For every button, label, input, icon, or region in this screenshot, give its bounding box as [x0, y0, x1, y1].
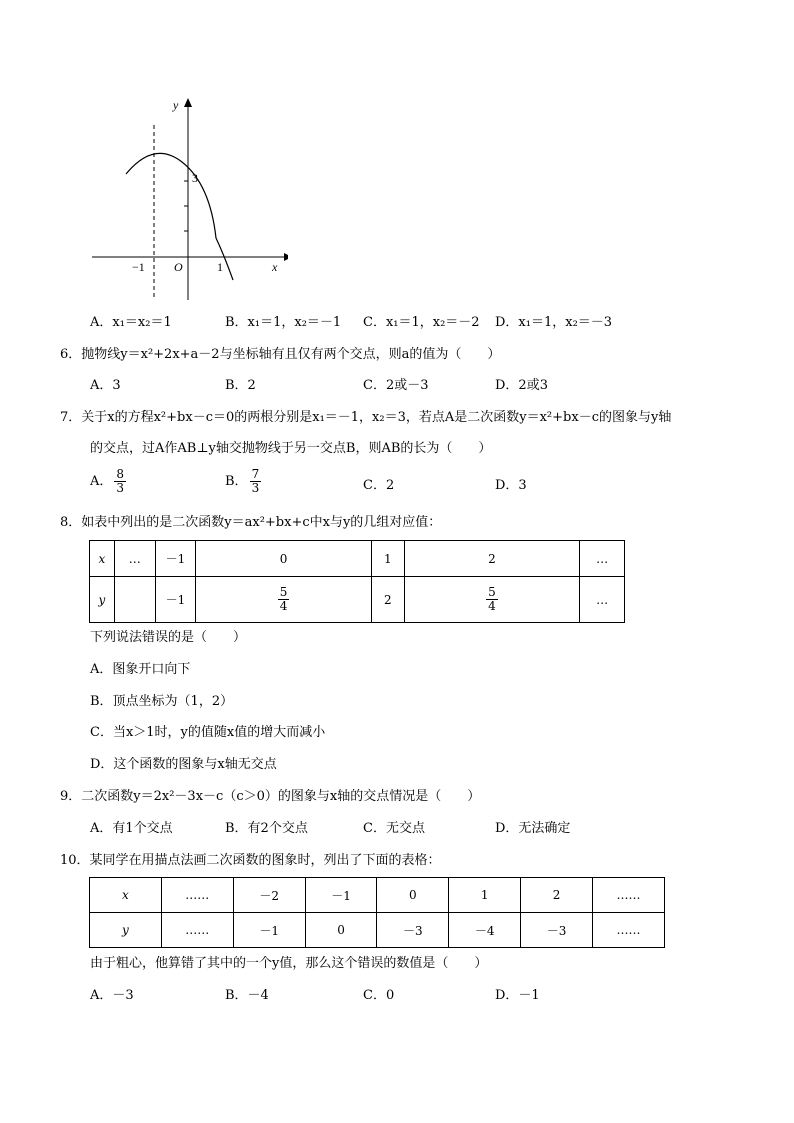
- q8-question: 下列说法错误的是（ ）: [90, 630, 247, 645]
- q7-option-d[interactable]: D．3: [495, 478, 527, 493]
- q8-table-row-x: [90, 541, 625, 577]
- q7-option-c[interactable]: C．2: [363, 478, 395, 493]
- q10-cell: 2: [521, 878, 593, 913]
- q8-option-b[interactable]: B．顶点坐标为（1，2）: [90, 694, 234, 709]
- parabola-graph: [88, 95, 288, 305]
- q10-cell: －1: [233, 913, 305, 948]
- q6-option-b[interactable]: B．2: [225, 378, 256, 393]
- q8-cell: 2: [404, 541, 580, 577]
- q8-cell: 1: [371, 541, 404, 577]
- q8-option-a[interactable]: A．图象开口向下: [90, 662, 191, 677]
- q8-cell: －1: [155, 577, 196, 623]
- q10-cell: －3: [377, 913, 449, 948]
- q6-option-c[interactable]: C．2或－3: [363, 378, 429, 393]
- q5-option-a[interactable]: A．x₁＝x₂＝1: [90, 315, 172, 330]
- q8-table-row-y: [90, 577, 625, 623]
- q10-option-d[interactable]: D．－1: [495, 988, 540, 1003]
- q10-cell: 0: [377, 878, 449, 913]
- q8-cell: …: [114, 541, 155, 577]
- q8-option-d[interactable]: D．这个函数的图象与x轴无交点: [90, 757, 277, 772]
- q10-cell: x: [90, 878, 162, 913]
- q10-cell: －4: [449, 913, 521, 948]
- q9-option-a[interactable]: A．有1个交点: [90, 821, 173, 836]
- q5-option-c[interactable]: C．x₁＝1，x₂＝－2: [363, 315, 480, 330]
- q10-table: [89, 877, 665, 948]
- q10-cell: －2: [233, 878, 305, 913]
- q8-cell: x: [90, 541, 115, 577]
- q8-cell: 2: [371, 577, 404, 623]
- q7-option-a[interactable]: A． $\frac{8}{3}$: [90, 467, 125, 495]
- q8-cell: …: [580, 577, 625, 623]
- q8-cell: [114, 577, 155, 623]
- q10-cell: －3: [521, 913, 593, 948]
- q8-table: [89, 540, 625, 623]
- q8-cell: …: [580, 541, 625, 577]
- q10-cell: ……: [592, 878, 664, 913]
- q10-table-row-y: [90, 913, 665, 948]
- q10-cell: y: [90, 913, 162, 948]
- q7-stem-line2: 的交点，过A作AB⊥y轴交抛物线于另一交点B，则AB的长为（ ）: [90, 441, 492, 456]
- q8-cell: y: [90, 577, 115, 623]
- q10-table-row-x: [90, 878, 665, 913]
- q10-cell: －1: [305, 878, 377, 913]
- graph-tick-neg1: −1: [132, 260, 145, 274]
- q10-question: 由于粗心，他算错了其中的一个y值，那么这个错误的数值是（ ）: [90, 956, 488, 971]
- graph-origin-label: O: [174, 260, 183, 274]
- q8-option-c[interactable]: C．当x＞1时，y的值随x值的增大而减小: [90, 725, 326, 740]
- q6-stem: 6．抛物线y＝x²+2x+a－2与坐标轴有且仅有两个交点，则a的值为（ ）: [60, 347, 501, 362]
- q10-option-c[interactable]: C．0: [363, 988, 395, 1003]
- q8-cell: 0: [196, 541, 372, 577]
- q7-option-a-fraction: $\frac{8}{3}$: [116, 467, 125, 495]
- q9-option-d[interactable]: D．无法确定: [495, 821, 571, 836]
- q9-option-c[interactable]: C．无交点: [363, 821, 425, 836]
- q8-cell-fraction: $\frac{5}{4}$: [404, 577, 580, 623]
- q7-option-b[interactable]: B． $\frac{7}{3}$: [225, 467, 260, 495]
- graph-tick-3: 3: [192, 171, 198, 185]
- q5-option-b[interactable]: B．x₁＝1，x₂＝－1: [225, 315, 342, 330]
- graph-y-label: y: [173, 98, 179, 112]
- q10-cell: 0: [305, 913, 377, 948]
- q6-option-d[interactable]: D．2或3: [495, 378, 548, 393]
- q8-cell-fraction: $\frac{5}{4}$: [196, 577, 372, 623]
- q7-stem-line1: 7．关于x的方程x²+bx－c＝0的两根分别是x₁＝－1，x₂＝3，若点A是二次函数y＝x²+bx－c的图象与y轴: [60, 410, 672, 425]
- q10-option-b[interactable]: B．－4: [225, 988, 269, 1003]
- graph-tick-1: 1: [217, 260, 223, 274]
- q8-stem: 8．如表中列出的是二次函数y＝ax²+bx+c中x与y的几组对应值：: [60, 515, 442, 530]
- q6-option-a[interactable]: A．3: [90, 378, 121, 393]
- q10-cell: ……: [592, 913, 664, 948]
- y-axis-arrow: [184, 98, 192, 107]
- q7-option-b-fraction: $\frac{7}{3}$: [251, 467, 260, 495]
- x-axis-arrow: [284, 253, 288, 261]
- q10-option-a[interactable]: A．－3: [90, 988, 134, 1003]
- graph-x-label: x: [272, 260, 278, 274]
- q5-option-d[interactable]: D．x₁＝1，x₂＝－3: [495, 315, 613, 330]
- q10-cell: ……: [161, 878, 233, 913]
- q9-stem: 9．二次函数y＝2x²－3x－c（c＞0）的图象与x轴的交点情况是（ ）: [60, 789, 481, 804]
- q10-cell: ……: [161, 913, 233, 948]
- q10-stem: 10．某同学在用描点法画二次函数的图象时，列出了下面的表格：: [60, 853, 441, 868]
- q9-option-b[interactable]: B．有2个交点: [225, 821, 308, 836]
- q8-cell: －1: [155, 541, 196, 577]
- q10-cell: 1: [449, 878, 521, 913]
